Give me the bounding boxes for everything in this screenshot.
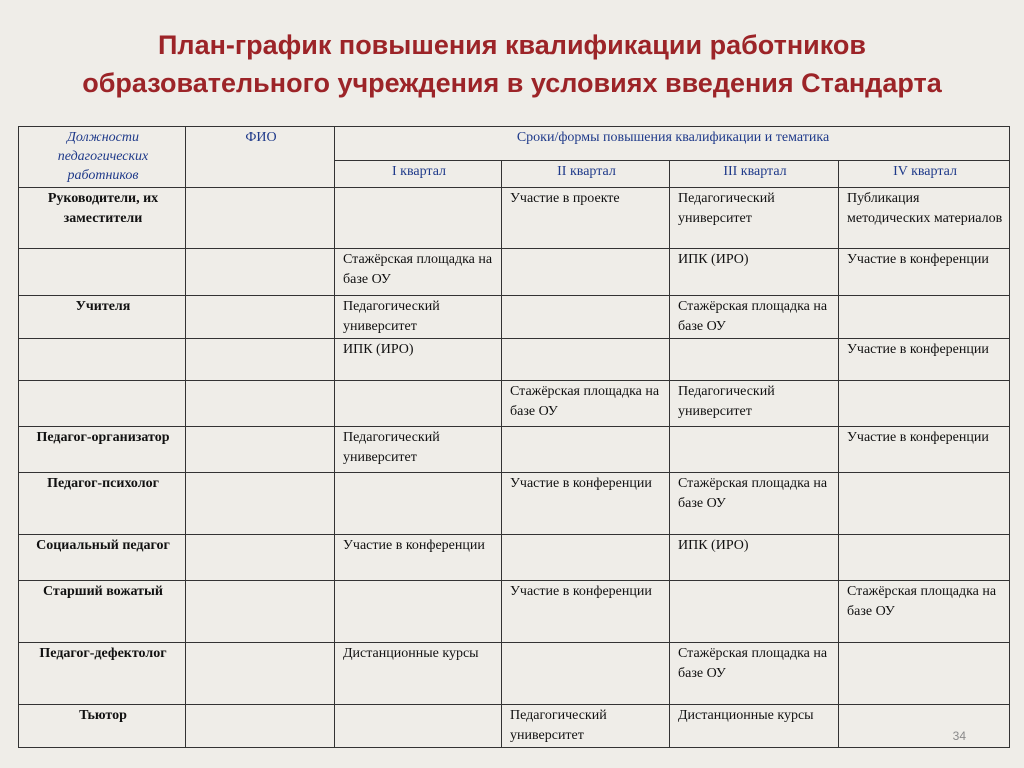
- cell-q1: Участие в конференции: [335, 535, 502, 581]
- cell-position: [19, 249, 186, 296]
- table-row: [19, 705, 1010, 748]
- cell-q2: [502, 339, 670, 381]
- table-row: [19, 535, 1010, 581]
- cell-q4: [839, 296, 1010, 339]
- cell-q2: Педагогический университет: [502, 705, 670, 748]
- cell-q2: [502, 535, 670, 581]
- header-quarter-1: I квартал: [335, 161, 502, 188]
- cell-q2: [502, 427, 670, 473]
- cell-q3: ИПК (ИРО): [670, 249, 839, 296]
- cell-q3: Дистанционные курсы: [670, 705, 839, 748]
- cell-position: Педагог-психолог: [19, 473, 186, 535]
- cell-fio: [186, 643, 335, 705]
- cell-q1: ИПК (ИРО): [335, 339, 502, 381]
- cell-fio: [186, 188, 335, 249]
- cell-position: Педагог-дефектолог: [19, 643, 186, 705]
- cell-q4: Участие в конференции: [839, 427, 1010, 473]
- cell-q3: [670, 581, 839, 643]
- slide-number: 34: [952, 729, 966, 743]
- cell-q2: [502, 643, 670, 705]
- cell-q2: Стажёрская площадка на базе ОУ: [502, 381, 670, 427]
- cell-q1: [335, 581, 502, 643]
- table-row: [19, 643, 1010, 705]
- cell-q3: ИПК (ИРО): [670, 535, 839, 581]
- cell-q3: Педагогический университет: [670, 381, 839, 427]
- table-row: [19, 249, 1010, 296]
- cell-position: Педагог-организатор: [19, 427, 186, 473]
- cell-q1: [335, 705, 502, 748]
- cell-q3: [670, 339, 839, 381]
- cell-fio: [186, 381, 335, 427]
- cell-q4: Участие в конференции: [839, 249, 1010, 296]
- cell-q3: Стажёрская площадка на базе ОУ: [670, 296, 839, 339]
- cell-q4: [839, 535, 1010, 581]
- cell-position: [19, 381, 186, 427]
- cell-q1: Педагогический университет: [335, 427, 502, 473]
- header-quarter-2: II квартал: [502, 161, 670, 188]
- cell-position: Руководители, их заместители: [19, 188, 186, 249]
- cell-q4: [839, 473, 1010, 535]
- cell-q1: Педагогический университет: [335, 296, 502, 339]
- cell-q2: [502, 296, 670, 339]
- cell-fio: [186, 705, 335, 748]
- cell-position: [19, 339, 186, 381]
- cell-q3: [670, 427, 839, 473]
- cell-q1: Стажёрская площадка на базе ОУ: [335, 249, 502, 296]
- cell-fio: [186, 427, 335, 473]
- table-row: [19, 381, 1010, 427]
- cell-fio: [186, 581, 335, 643]
- cell-q4: Участие в конференции: [839, 339, 1010, 381]
- header-quarter-4: IV квартал: [839, 161, 1010, 188]
- cell-q4: [839, 381, 1010, 427]
- header-fio: ФИО: [186, 127, 335, 188]
- cell-fio: [186, 473, 335, 535]
- cell-q2: Участие в проекте: [502, 188, 670, 249]
- cell-q2: Участие в конференции: [502, 581, 670, 643]
- slide-title-line-1: План-график повышения квалификации работников: [158, 30, 866, 60]
- cell-q2: [502, 249, 670, 296]
- header-period: Сроки/формы повышения квалификации и тематика: [335, 127, 1010, 161]
- table-row: [19, 581, 1010, 643]
- header-position: Должности педагогических работников: [19, 127, 186, 188]
- table-row: [19, 339, 1010, 381]
- table-row: [19, 427, 1010, 473]
- cell-fio: [186, 535, 335, 581]
- cell-q1: [335, 381, 502, 427]
- cell-fio: [186, 296, 335, 339]
- table-row: [19, 188, 1010, 249]
- cell-q4: [839, 705, 1010, 748]
- table-row: [19, 296, 1010, 339]
- cell-position: Учителя: [19, 296, 186, 339]
- qualification-plan-table: [18, 126, 1010, 748]
- cell-position: Социальный педагог: [19, 535, 186, 581]
- table-row: [19, 473, 1010, 535]
- cell-fio: [186, 249, 335, 296]
- cell-fio: [186, 339, 335, 381]
- header-quarter-3: III квартал: [670, 161, 839, 188]
- cell-q1: [335, 473, 502, 535]
- cell-q1: Дистанционные курсы: [335, 643, 502, 705]
- cell-q4: [839, 643, 1010, 705]
- cell-q3: Педагогический университет: [670, 188, 839, 249]
- cell-q2: Участие в конференции: [502, 473, 670, 535]
- cell-q4: Публикация методических материалов: [839, 188, 1010, 249]
- cell-q3: Стажёрская площадка на базе ОУ: [670, 643, 839, 705]
- slide-title-line-2: образовательного учреждения в условиях введения Стандарта: [82, 68, 942, 98]
- cell-q4: Стажёрская площадка на базе ОУ: [839, 581, 1010, 643]
- cell-position: Тьютор: [19, 705, 186, 748]
- cell-q1: [335, 188, 502, 249]
- slide-title: [0, 26, 1024, 102]
- cell-q3: Стажёрская площадка на базе ОУ: [670, 473, 839, 535]
- cell-position: Старший вожатый: [19, 581, 186, 643]
